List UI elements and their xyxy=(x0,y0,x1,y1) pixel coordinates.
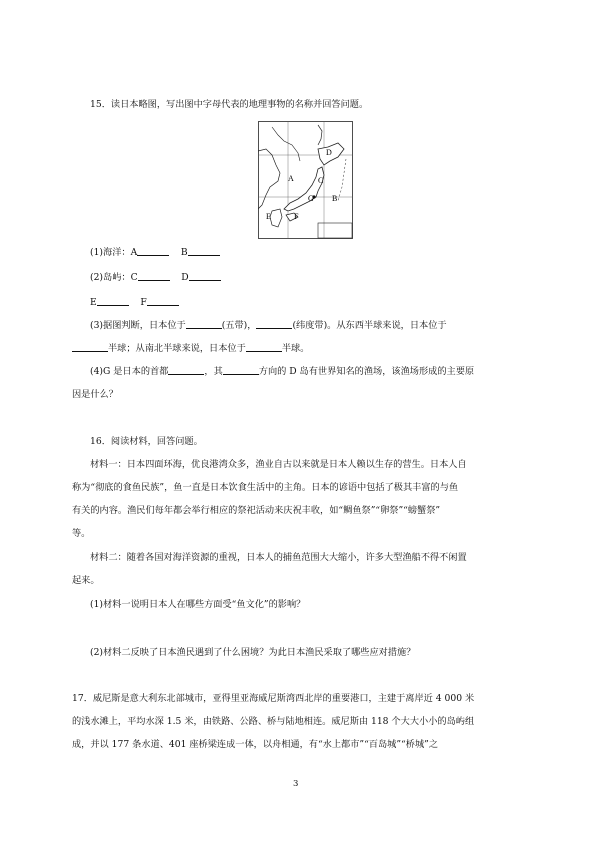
q16-title: 16．阅读材料，回答问题。 xyxy=(90,436,203,447)
q17-line2: 的浅水滩上，平均水深 1.5 米，由铁路、公路、桥与陆地相连。威尼斯由 118 个大大小小的岛屿组 xyxy=(72,716,475,727)
map-label-b: B xyxy=(332,194,338,203)
map-label-g: G xyxy=(308,194,314,203)
answer-blank[interactable] xyxy=(256,318,292,329)
answer-blank[interactable] xyxy=(147,295,179,306)
q15-line5: 半球；从南北半球来说，日本位于 半球。 xyxy=(72,340,309,358)
answer-blank[interactable] xyxy=(137,245,169,256)
q16-material1-line3: 有关的内容。渔民们每年都会举行相应的祭祀活动来庆祝丰收，如“鲷鱼祭”“卵祭”“螃蟹祭” xyxy=(72,505,441,516)
q15-line3: E F xyxy=(90,294,179,312)
q17-line1: 17．威尼斯是意大利东北部城市，亚得里亚海威尼斯湾西北岸的重要港口，主建于离岸近 4 000 米 xyxy=(72,693,475,704)
map-label-d: D xyxy=(326,148,332,157)
answer-blank[interactable] xyxy=(186,318,222,329)
q15-title: 15．读日本略图，写出图中字母代表的地理事物的名称并回答问题。 xyxy=(90,99,369,110)
map-label-f: F xyxy=(294,212,299,221)
q16-subquestion-2: (2)材料二反映了日本渔民遇到了什么困境？为此日本渔民采取了哪些应对措施？ xyxy=(90,647,416,658)
q16-material1-line4: 等。 xyxy=(72,528,91,539)
answer-blank[interactable] xyxy=(97,295,129,306)
answer-blank[interactable] xyxy=(246,341,282,352)
map-label-c: C xyxy=(318,176,324,185)
q15-line6: (4)G 是日本的首都 ，其 方向的 D 岛有世界知名的渔场，该渔场形成的主要原 xyxy=(90,366,475,377)
q16-material2-line1: 材料二：随着各国对海洋资源的重视，日本人的捕鱼范围大大缩小，许多大型渔船不得不闲置 xyxy=(90,552,467,563)
map-label-a: A xyxy=(288,174,294,183)
q15-line2: (2)岛屿：C D xyxy=(90,269,221,287)
q15-line4: (3)据图判断，日本位于 (五带)， (纬度带)。从东西半球来说，日本位于 xyxy=(90,320,447,331)
answer-blank[interactable] xyxy=(223,364,259,375)
japan-sketch-map xyxy=(258,121,353,239)
answer-blank[interactable] xyxy=(138,270,170,281)
q16-material2-line2: 起来。 xyxy=(72,575,100,586)
answer-blank[interactable] xyxy=(168,364,204,375)
q17-line3: 成，并以 177 条水道、401 座桥梁连成一体，以舟相通，有“水上都市”“百岛城”“桥城”之 xyxy=(72,739,439,750)
q16-material1-line1: 材料一：日本四面环海，优良港湾众多，渔业自古以来就是日本人赖以生存的营生。日本人自 xyxy=(90,459,467,470)
answer-blank[interactable] xyxy=(72,341,108,352)
answer-blank[interactable] xyxy=(189,270,221,281)
map-label-e: E xyxy=(266,212,271,221)
q16-material1-line2: 称为“彻底的食鱼民族”，鱼一直是日本饮食生活中的主角。日本的谚语中包括了极其丰富的与鱼 xyxy=(72,482,459,493)
q15-line1: (1)海洋：A B xyxy=(90,244,220,262)
answer-blank[interactable] xyxy=(188,245,220,256)
page-number: 3 xyxy=(293,779,299,789)
q15-line7: 因是什么？ xyxy=(72,389,118,400)
q16-subquestion-1: (1)材料一说明日本人在哪些方面受“鱼文化”的影响？ xyxy=(90,599,306,610)
